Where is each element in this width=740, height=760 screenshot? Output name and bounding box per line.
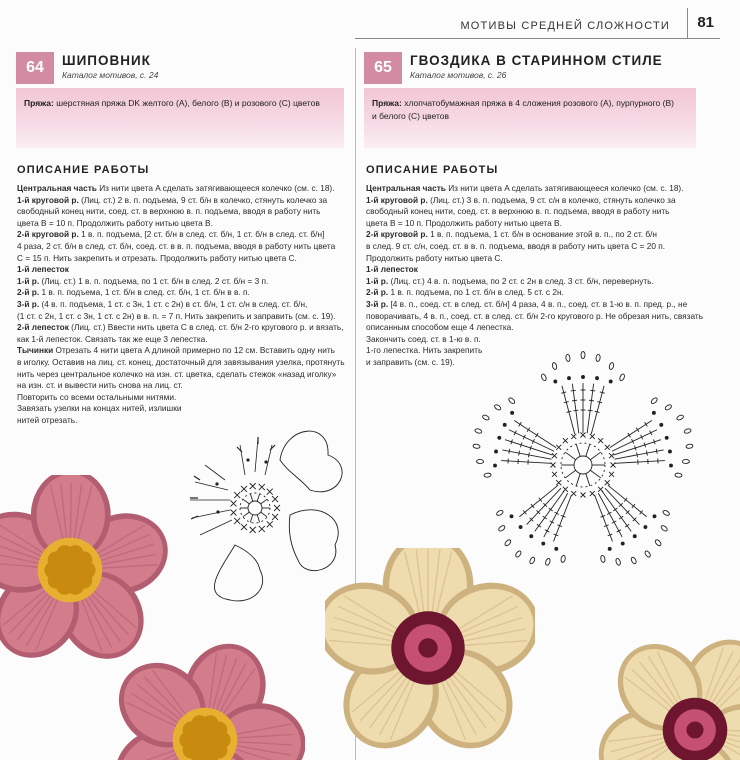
- instruction-step-label: 1-й круговой р.: [17, 194, 79, 205]
- instruction-text: 1-го лепестка. Нить закрепить: [366, 345, 483, 356]
- yarn-info-right: [372, 97, 692, 123]
- header-divider: [687, 8, 688, 38]
- instruction-line: [366, 195, 706, 207]
- instruction-text: цвета B = 10 п. Продолжить работу нитью цвета B.: [366, 217, 562, 228]
- page-number: 81: [697, 14, 714, 31]
- instruction-line: [17, 322, 352, 334]
- instruction-text: в след. 9 ст. с/н, соед. ст. в в. п. подъема, вводя в работу нить цвета C = 20 п.: [366, 240, 666, 251]
- instruction-text: свободный конец нити, соед. ст. в верхнюю в. п. подъема, вводя в работу нить: [17, 206, 321, 217]
- instruction-line: [366, 241, 706, 253]
- instruction-text: Из нити цвета A сделать затягивающееся колечко (см. с. 18).: [96, 183, 335, 193]
- instruction-line: [17, 276, 352, 288]
- instruction-text: C = 15 п. Нить закрепить и отрезать. Продолжить работу нитью цвета C.: [17, 252, 297, 263]
- instruction-text: Закончить соед. ст. в 1-ю в. п.: [366, 333, 481, 344]
- instructions-left: [17, 183, 352, 426]
- instruction-text: Продолжить работу нитью цвета C.: [366, 252, 503, 263]
- instruction-step-label: 1-й лепесток: [366, 264, 418, 275]
- motif-number-65: 65: [364, 52, 402, 84]
- instruction-text: в иголку. Оставив на лиц. ст. конец, достаточный для завязывания узелка, протянуть: [17, 356, 345, 367]
- instruction-step-label: 1-й круговой р.: [366, 194, 428, 205]
- carnation-photo-2: [595, 630, 740, 760]
- instruction-step-label: 1-й р.: [366, 275, 389, 286]
- instruction-line: [17, 183, 352, 195]
- instruction-text: (Лиц. ст.) 4 в. п. подъема, по 2 ст. с 2н в след. 3 ст. б/н, перевернуть.: [388, 275, 654, 286]
- instruction-text: и заправить (см. с. 19).: [366, 356, 455, 367]
- instruction-text: поворачивать, 4 в. п., соед. ст. в след. ст. б/н 2-го кругового р. Не обрезая нить, связать: [366, 310, 704, 321]
- instruction-text: 1 в. п. подъема, [2 ст. б/н в след. ст. б/н, 1 ст. б/н в след. ст. б/н]: [78, 229, 325, 240]
- instruction-text: (Лиц. ст.) 3 в. п. подъема, 9 ст. с/н в колечко, стянуть колечко за: [427, 194, 676, 205]
- yarn-text: шерстяная пряжа DK желтого (A), белого (B) и розового (C) цветов: [53, 98, 320, 108]
- instruction-step-label: Центральная часть: [17, 183, 97, 193]
- instruction-text: нитей отрезать.: [17, 414, 78, 425]
- rosehip-chart: [170, 420, 350, 605]
- section-title-right: ОПИСАНИЕ РАБОТЫ: [366, 164, 499, 176]
- instruction-text: Отрезать 4 нити цвета A длиной примерно по 12 см. Вставить одну нить: [53, 345, 335, 356]
- instruction-step-label: 2-й круговой р.: [366, 229, 428, 240]
- yarn-text: хлопчатобумажная пряжа в 4 сложения розового (A), пурпурного (B): [401, 98, 674, 108]
- motif-number-64: 64: [16, 52, 54, 84]
- instruction-text: 1 в. п. подъема, 1 ст. б/н в основание этой в. п., по 2 ст. б/н: [427, 229, 658, 240]
- instruction-text: (4 в. п. подъема, 1 ст. с 3н, 1 ст. с 2н) в ст. б/н, 1 ст. с/н в след. ст. б/н,: [39, 298, 308, 309]
- yarn-info-left: [24, 97, 340, 110]
- instruction-line: [17, 206, 352, 218]
- instruction-step-label: 1-й р.: [17, 275, 40, 286]
- instruction-line: [17, 287, 352, 299]
- instruction-line: [17, 218, 352, 230]
- instruction-line: [17, 345, 352, 357]
- instruction-line: [366, 229, 706, 241]
- instruction-line: [366, 299, 706, 311]
- yarn-text: и белого (C) цветов: [372, 111, 450, 121]
- instruction-text: (Лиц. ст.) 2 в. п. подъема, 9 ст. б/н в колечко, стянуть колечко за: [78, 194, 328, 205]
- instruction-line: [17, 392, 352, 404]
- instruction-text: нить через центральное колечко на изн. ст. цветка, сделать стежок «назад иголку»: [17, 368, 337, 379]
- instruction-text: (Лиц. ст.) Ввести нить цвета C в след. ст. б/н 2-го кругового р. и вязать,: [68, 322, 344, 333]
- instruction-line: [17, 253, 352, 265]
- yarn-label: Пряжа:: [24, 98, 54, 108]
- instruction-step-label: 2-й лепесток: [17, 322, 69, 333]
- motif-title-left: ШИПОВНИК: [62, 53, 151, 68]
- instruction-line: [17, 195, 352, 207]
- instruction-step-label: 2-й круговой р.: [17, 229, 79, 240]
- motif-title-right: ГВОЗДИКА В СТАРИННОМ СТИЛЕ: [410, 53, 663, 68]
- instruction-text: (Лиц. ст.) 1 в. п. подъема, по 1 ст. б/н в след. 2 ст. б/н = 3 п.: [39, 275, 269, 286]
- instruction-text: описанным способом еще 4 лепестка.: [366, 322, 514, 333]
- instruction-text: как 1-й лепесток. Связать так же еще 3 лепестка.: [17, 333, 208, 344]
- instruction-step-label: 3-й р.: [366, 298, 389, 309]
- instruction-text: цвета B = 10 п. Продолжить работу нитью цвета B.: [17, 217, 213, 228]
- instruction-text: 1 в. п. подъема, по 1 ст. б/н в след. 5 ст. с 2н.: [388, 287, 564, 298]
- instruction-step-label: 3-й р.: [17, 298, 40, 309]
- motif-catalog-ref-right: Каталог мотивов, с. 26: [410, 70, 507, 80]
- instruction-line: [17, 264, 352, 276]
- instruction-line: [17, 241, 352, 253]
- instruction-text: Из нити цвета A сделать затягивающееся колечко (см. с. 18).: [445, 183, 684, 193]
- instruction-line: [17, 380, 352, 392]
- instruction-line: [17, 229, 352, 241]
- motif-catalog-ref-left: Каталог мотивов, с. 24: [62, 70, 159, 80]
- carnation-photo-1: [325, 548, 535, 760]
- instruction-text: Завязать узелки на концах нитей, излишки: [17, 403, 182, 414]
- instruction-text: Повторить со всеми остальными нитями.: [17, 391, 177, 402]
- instruction-text: свободный конец нити, соед. ст. в верхнюю в. п. подъема, вводя в работу нить: [366, 206, 670, 217]
- yarn-label: Пряжа:: [372, 98, 402, 108]
- instruction-step-label: 2-й р.: [17, 287, 40, 298]
- instruction-line: [366, 253, 706, 265]
- instruction-line: [366, 183, 706, 195]
- instruction-step-label: Центральная часть: [366, 183, 446, 193]
- instruction-line: [17, 357, 352, 369]
- instruction-line: [366, 276, 706, 288]
- instruction-text: 1 в. п. подъема, 1 ст. б/н в след. ст. б/н, 1 ст. б/н в в. п.: [39, 287, 250, 298]
- instruction-text: (1 ст. с 2н, 1 ст. с 3н, 1 ст. с 2н) в в. п. = 7 п. Нить закрепить и заправить (см. с. 19).: [17, 310, 336, 321]
- instruction-line: [17, 403, 352, 415]
- instruction-step-label: 1-й лепесток: [17, 264, 69, 275]
- instruction-step-label: Тычинки: [17, 345, 54, 356]
- instruction-line: [17, 311, 352, 323]
- instruction-line: [366, 322, 706, 334]
- rosehip-photo-2: [95, 640, 305, 760]
- header-rule: [355, 38, 720, 39]
- instruction-line: [17, 334, 352, 346]
- instruction-text: на изн. ст. и вывести нить снова на лиц. ст.: [17, 380, 183, 391]
- instruction-line: [366, 287, 706, 299]
- instruction-line: [17, 299, 352, 311]
- instruction-line: [366, 218, 706, 230]
- instruction-line: [366, 206, 706, 218]
- instruction-text: [4 в. п., соед. ст. в след. ст. б/н] 4 раза, 4 в. п., соед. ст. в 1-ю в. п. пред. р., не: [388, 298, 688, 309]
- running-title: МОТИВЫ СРЕДНЕЙ СЛОЖНОСТИ: [460, 20, 670, 32]
- instruction-step-label: 2-й р.: [366, 287, 389, 298]
- instruction-text: 4 раза, 2 ст. б/н в след. ст. б/н, соед. ст. в в. п. подъема, вводя в работу нить цвета: [17, 240, 336, 251]
- instruction-line: [366, 311, 706, 323]
- instruction-line: [366, 264, 706, 276]
- instruction-line: [17, 369, 352, 381]
- section-title-left: ОПИСАНИЕ РАБОТЫ: [17, 164, 150, 176]
